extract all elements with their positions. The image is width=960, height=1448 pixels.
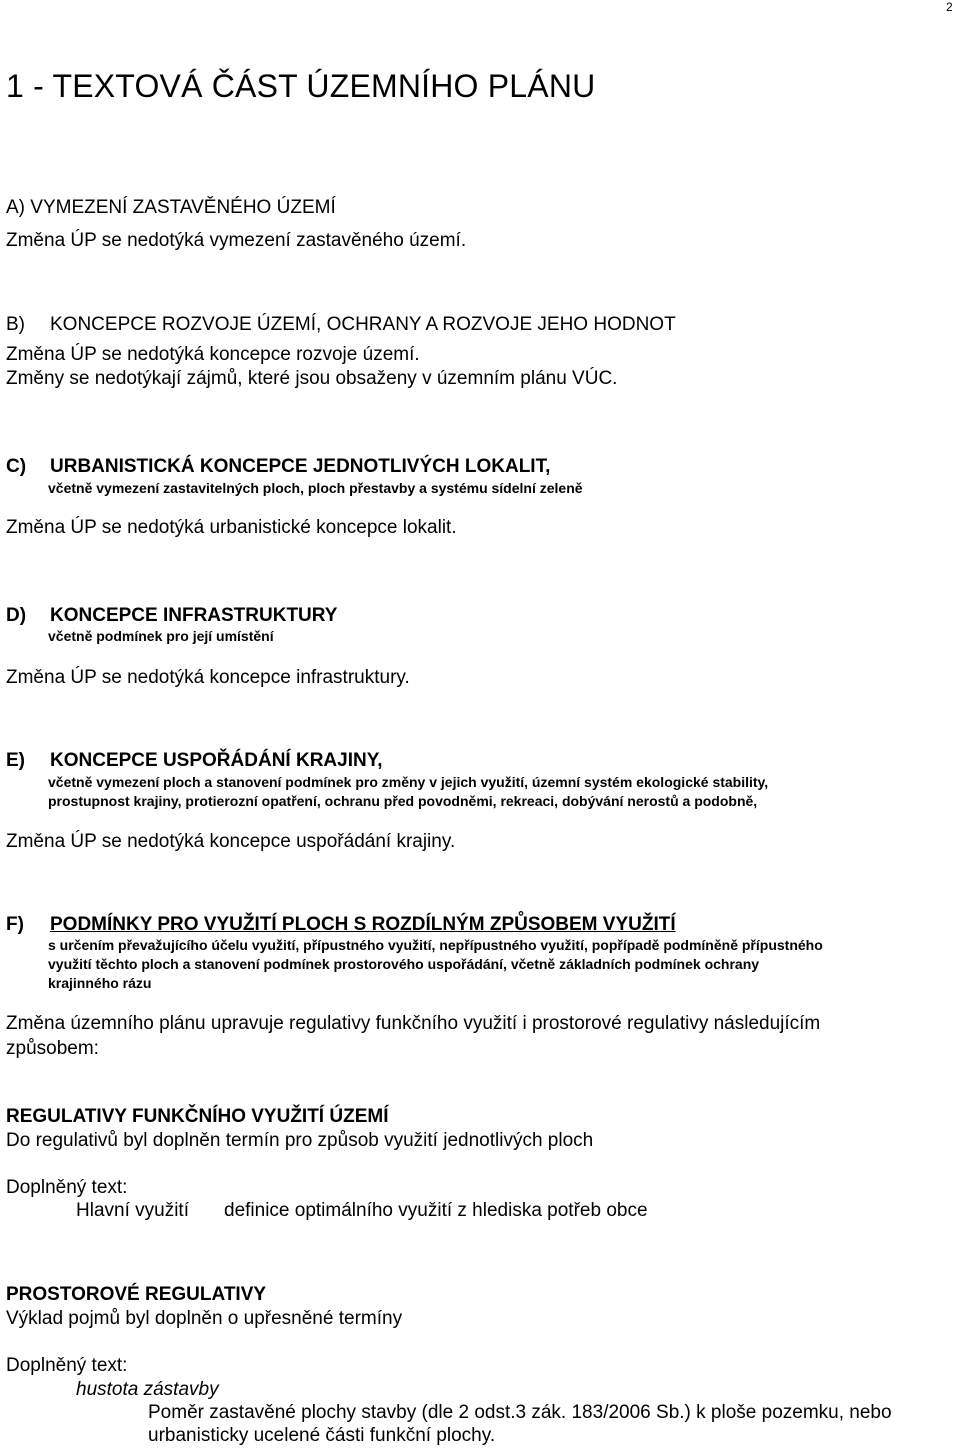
section-f-title: PODMÍNKY PRO VYUŽITÍ PLOCH S ROZDÍLNÝM ZPŮSOBEM VYUŽITÍ	[50, 914, 676, 935]
section-d-heading	[6, 605, 337, 627]
section-e-text: Změna ÚP se nedotýká koncepce uspořádání krajiny.	[6, 831, 456, 852]
section-f-sub3: krajinného rázu	[48, 975, 152, 991]
section-e-sub1: včetně vymezení ploch a stanovení podmínek pro změny v jejich využití, územní systém ekologické stability,	[48, 774, 769, 790]
section-e-sub2: prostupnost krajiny, protierozní opatření, ochranu před povodněmi, rekreaci, dobývání nerostů a podobně,	[48, 793, 758, 809]
prostorove-regulativy-def2: urbanisticky ucelené části funkční plochy.	[148, 1425, 496, 1446]
prostorove-regulativy-term: hustota zástavby	[76, 1379, 219, 1400]
section-f-sub1: s určením převažujícího účelu využití, přípustného využití, nepřípustného využití, popřípadě podmíněně přípustného	[48, 937, 823, 953]
section-b-title: KONCEPCE ROZVOJE ÚZEMÍ, OCHRANY A ROZVOJE JEHO HODNOT	[50, 314, 676, 335]
section-f-heading	[6, 914, 676, 936]
regulativy-funkcni-definition: definice optimálního využití z hlediska potřeb obce	[224, 1200, 648, 1221]
section-c-title: URBANISTICKÁ KONCEPCE JEDNOTLIVÝCH LOKALIT,	[50, 456, 551, 477]
prostorove-regulativy-added-label: Doplněný text:	[6, 1355, 128, 1376]
section-d-text: Změna ÚP se nedotýká koncepce infrastruktury.	[6, 667, 410, 688]
prostorove-regulativy-heading: PROSTOROVÉ REGULATIVY	[6, 1284, 267, 1305]
prostorove-regulativy-def1: Poměr zastavěné plochy stavby (dle 2 odst.3 zák. 183/2006 Sb.) k ploše pozemku, nebo	[148, 1402, 892, 1423]
section-d-title: KONCEPCE INFRASTRUKTURY	[50, 605, 338, 626]
section-e-letter: E)	[6, 750, 25, 771]
section-c-heading	[6, 456, 550, 478]
section-e-heading	[6, 750, 383, 772]
regulativy-funkcni-added-label: Doplněný text:	[6, 1177, 128, 1198]
section-a-heading: A) VYMEZENÍ ZASTAVĚNÉHO ÚZEMÍ	[6, 197, 336, 218]
section-f-text1: Změna územního plánu upravuje regulativy funkčního využití i prostorové regulativy následujícím	[6, 1013, 821, 1034]
section-c-subheading: včetně vymezení zastavitelných ploch, ploch přestavby a systému sídelní zeleně	[48, 480, 583, 496]
section-f-letter: F)	[6, 914, 24, 935]
section-c-letter: C)	[6, 456, 27, 477]
prostorove-regulativy-text: Výklad pojmů byl doplněn o upřesněné termíny	[6, 1308, 403, 1329]
section-b-line1: Změna ÚP se nedotýká koncepce rozvoje území.	[6, 344, 420, 365]
section-b-line2: Změny se nedotýkají zájmů, které jsou obsaženy v územním plánu VÚC.	[6, 368, 618, 389]
regulativy-funkcni-term: Hlavní využití	[76, 1200, 189, 1221]
document-title: 1 - TEXTOVÁ ČÁST ÚZEMNÍHO PLÁNU	[6, 68, 596, 104]
regulativy-funkcni-heading: REGULATIVY FUNKČNÍHO VYUŽITÍ ÚZEMÍ	[6, 1106, 389, 1127]
section-f-sub2: využití těchto ploch a stanovení podmínek prostorového uspořádání, včetně základních podmínek ochrany	[48, 956, 760, 972]
section-c-text: Změna ÚP se nedotýká urbanistické koncepce lokalit.	[6, 517, 457, 538]
section-d-letter: D)	[6, 605, 27, 626]
section-b-heading	[6, 314, 676, 336]
section-b-letter: B)	[6, 314, 25, 335]
section-f-text2: způsobem:	[6, 1038, 99, 1059]
section-a-text: Změna ÚP se nedotýká vymezení zastavěného území.	[6, 230, 467, 251]
section-d-subheading: včetně podmínek pro její umístění	[48, 628, 274, 644]
page-number: 2	[946, 0, 953, 14]
section-e-title: KONCEPCE USPOŘÁDÁNÍ KRAJINY,	[50, 750, 383, 771]
regulativy-funkcni-text: Do regulativů byl doplněn termín pro způsob využití jednotlivých ploch	[6, 1130, 594, 1151]
